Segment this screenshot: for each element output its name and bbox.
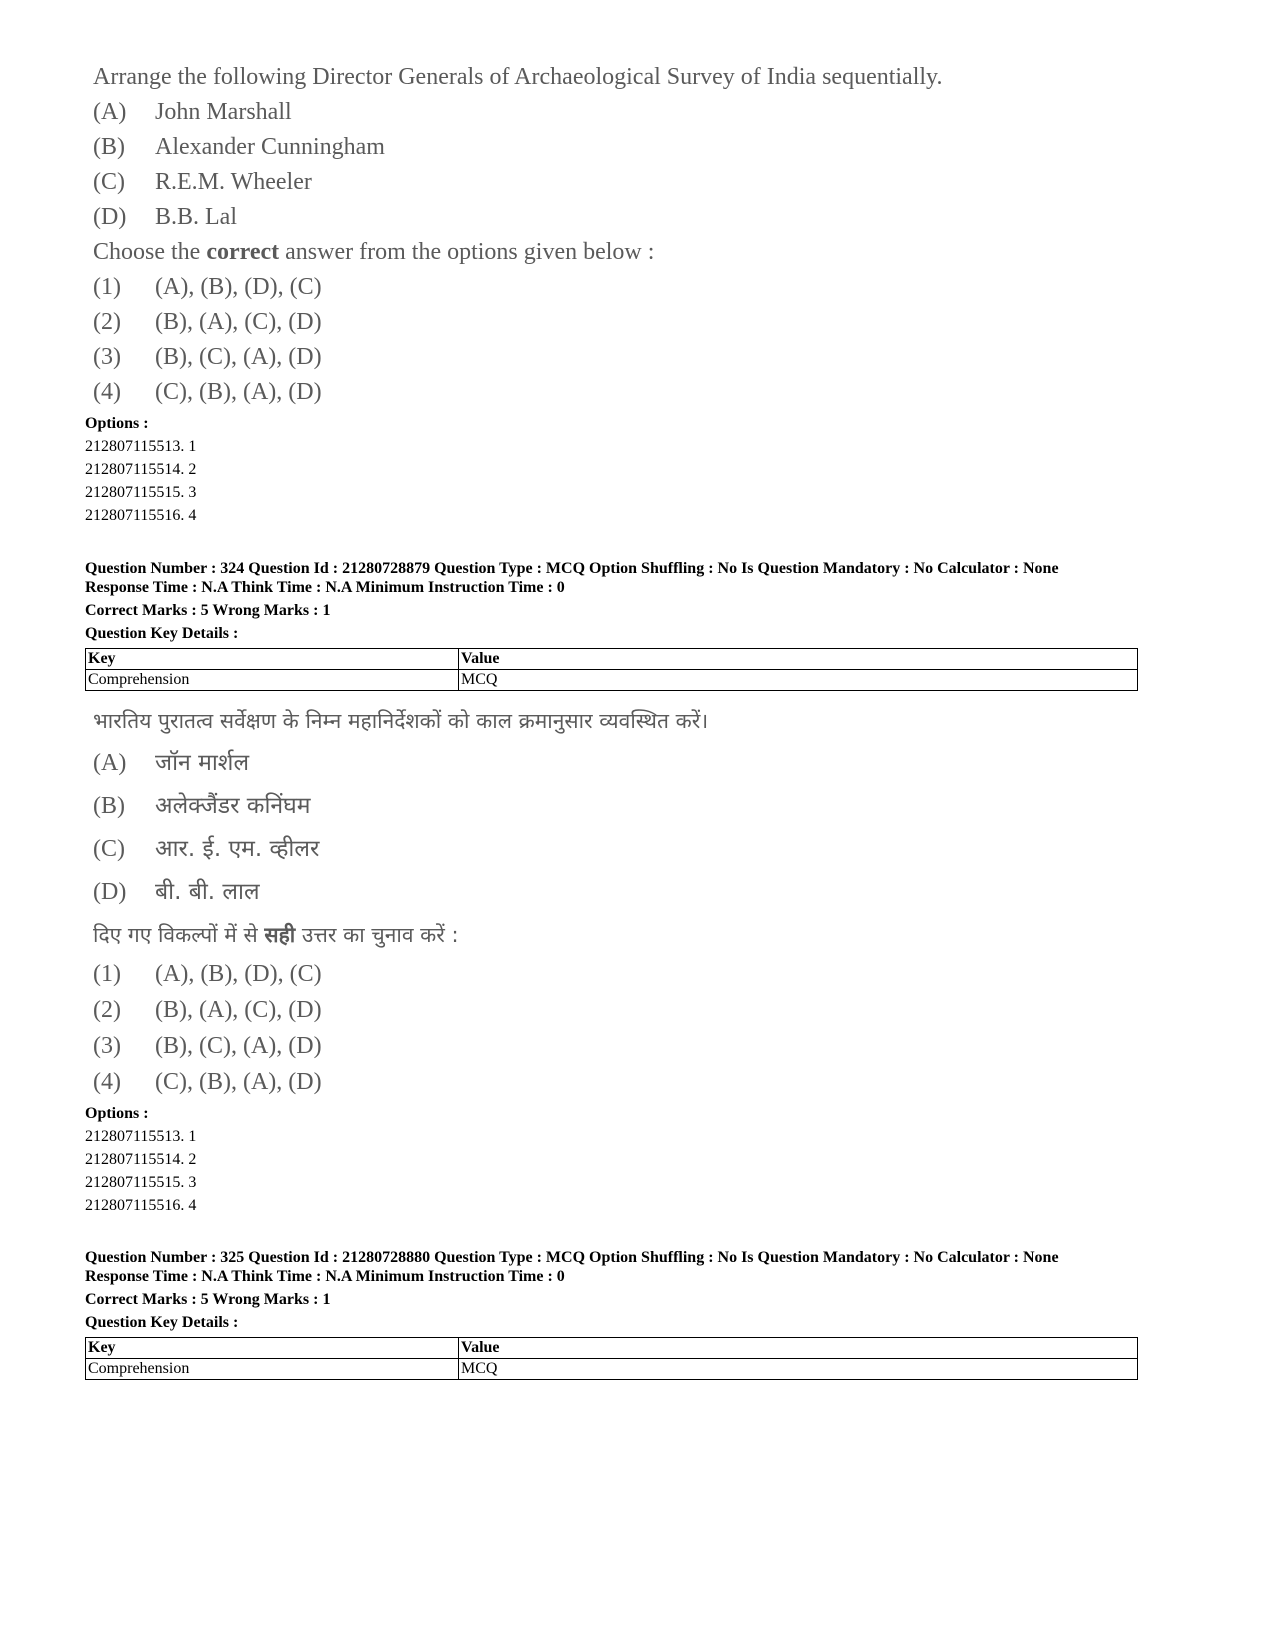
table-cell-value: MCQ — [459, 670, 1138, 691]
option-item: 212807115513. 1 — [85, 1128, 197, 1145]
list-item: (C) R.E.M. Wheeler — [93, 169, 312, 195]
question-meta-line: Question Number : 325 Question Id : 21280728880 Question Type : MCQ Option Shuffling : No Is Question Mandatory : No Calculator : None — [85, 1249, 1059, 1266]
table-cell-key: Comprehension — [86, 1359, 459, 1380]
option-item: 212807115515. 3 — [85, 484, 197, 501]
list-item: (C) आर. ई. एम. व्हीलर — [93, 836, 320, 862]
question-meta-line: Question Number : 324 Question Id : 21280728879 Question Type : MCQ Option Shuffling : No Is Question Mandatory : No Calculator : None — [85, 560, 1059, 577]
key-details-table — [85, 1337, 1138, 1380]
question-timing-line: Response Time : N.A Think Time : N.A Minimum Instruction Time : 0 — [85, 1268, 565, 1285]
option-item: 212807115516. 4 — [85, 1197, 197, 1214]
question-header — [85, 1248, 1059, 1335]
question-stem: भारतिय पुरातत्व सर्वेक्षण के निम्न महानिर्देशकों को काल क्रमानुसार व्यवस्थित करें। — [93, 709, 709, 733]
answer-choice: (3) (B), (C), (A), (D) — [93, 344, 322, 370]
option-item: 212807115515. 3 — [85, 1174, 197, 1191]
table-cell-key: Comprehension — [86, 670, 459, 691]
choose-instruction: Choose the correct answer from the options given below : — [93, 239, 655, 265]
options-block — [85, 414, 196, 529]
list-item: (B) Alexander Cunningham — [93, 134, 385, 160]
marks-line: Correct Marks : 5 Wrong Marks : 1 — [85, 602, 331, 619]
key-details-table — [85, 648, 1138, 691]
question-image-english — [93, 60, 1073, 410]
question-timing-line: Response Time : N.A Think Time : N.A Minimum Instruction Time : 0 — [85, 579, 565, 596]
answer-choice: (4) (C), (B), (A), (D) — [93, 379, 322, 405]
list-item: (A) John Marshall — [93, 99, 292, 125]
list-item: (D) बी. बी. लाल — [93, 879, 260, 905]
list-item: (D) B.B. Lal — [93, 204, 237, 230]
table-row — [86, 1359, 1138, 1380]
option-item: 212807115513. 1 — [85, 438, 197, 455]
list-item: (B) अलेक्जैंडर कनिंघम — [93, 793, 311, 819]
key-details-label: Question Key Details : — [85, 625, 239, 642]
option-item: 212807115514. 2 — [85, 1151, 197, 1168]
answer-choice: (4) (C), (B), (A), (D) — [93, 1069, 322, 1095]
table-header-key: Key — [86, 649, 459, 670]
list-item: (A) जॉन मार्शल — [93, 750, 250, 776]
question-header — [85, 559, 1059, 646]
answer-choice: (1) (A), (B), (D), (C) — [93, 961, 322, 987]
key-details-label: Question Key Details : — [85, 1314, 239, 1331]
options-label: Options : — [85, 1105, 149, 1122]
answer-choice: (2) (B), (A), (C), (D) — [93, 309, 322, 335]
options-label: Options : — [85, 415, 149, 432]
options-block — [85, 1104, 196, 1219]
question-image-hindi — [93, 700, 1073, 1100]
table-header-row — [86, 649, 1138, 670]
table-header-value: Value — [459, 1338, 1138, 1359]
option-item: 212807115516. 4 — [85, 507, 197, 524]
table-row — [86, 670, 1138, 691]
table-header-row — [86, 1338, 1138, 1359]
table-cell-value: MCQ — [459, 1359, 1138, 1380]
answer-choice: (3) (B), (C), (A), (D) — [93, 1033, 322, 1059]
choose-instruction: दिए गए विकल्पों में से सही उत्तर का चुनाव करें : — [93, 923, 459, 947]
marks-line: Correct Marks : 5 Wrong Marks : 1 — [85, 1291, 331, 1308]
answer-choice: (2) (B), (A), (C), (D) — [93, 997, 322, 1023]
table-header-value: Value — [459, 649, 1138, 670]
table-header-key: Key — [86, 1338, 459, 1359]
answer-choice: (1) (A), (B), (D), (C) — [93, 274, 322, 300]
question-stem: Arrange the following Director Generals of Archaeological Survey of India sequentially. — [93, 64, 943, 90]
option-item: 212807115514. 2 — [85, 461, 197, 478]
